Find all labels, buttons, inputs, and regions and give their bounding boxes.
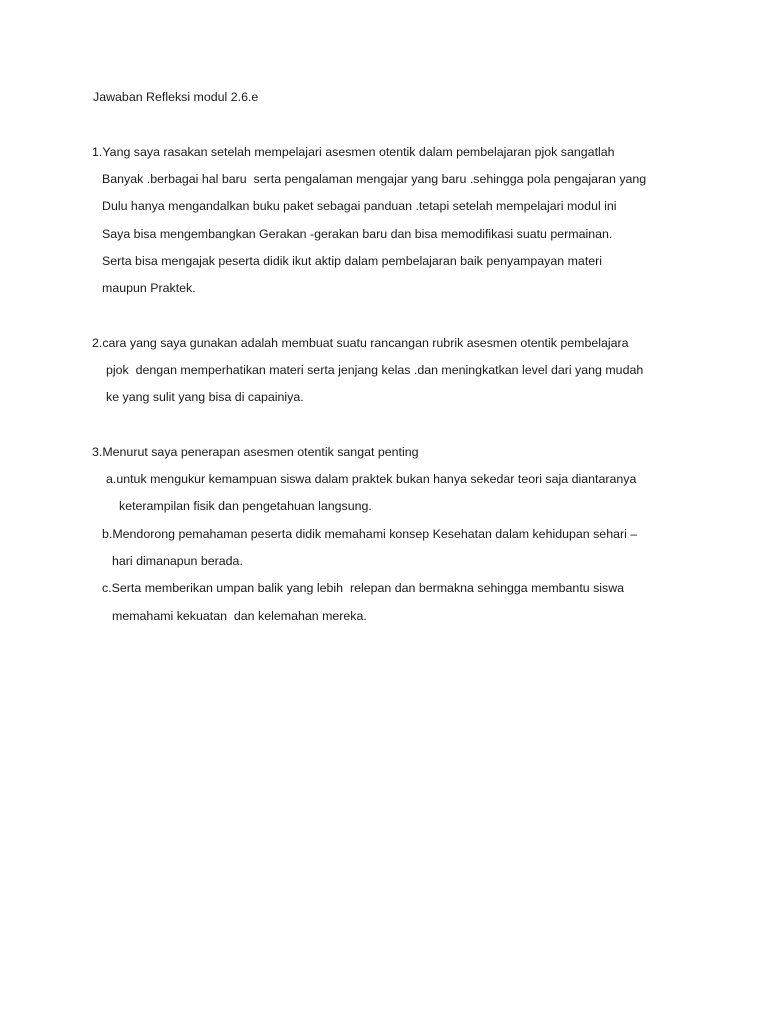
section-3-item-c-line-2: memahami kekuatan dan kelemahan mereka. [112, 609, 367, 623]
section-2-line-1: 2.cara yang saya gunakan adalah membuat suatu rancangan rubrik asesmen otentik pembelajara [92, 336, 629, 350]
section-1-line-5: Serta bisa mengajak peserta didik ikut aktip dalam pembelajaran baik penyampayan materi [102, 254, 603, 268]
section-1-line-6: maupun Praktek. [102, 281, 196, 295]
section-1-line-3: Dulu hanya mengandalkan buku paket sebagai panduan .tetapi setelah mempelajari modul ini [102, 199, 617, 213]
section-3-line-1: 3.Menurut saya penerapan asesmen otentik sangat penting [92, 445, 419, 459]
section-3-item-b-line-1: b.Mendorong pemahaman peserta didik memahami konsep Kesehatan dalam kehidupan sehari – [102, 527, 638, 541]
section-1-line-4: Saya bisa mengembangkan Gerakan -gerakan baru dan bisa memodifikasi suatu permainan. [102, 227, 613, 241]
section-1-line-1: 1.Yang saya rasakan setelah mempelajari asesmen otentik dalam pembelajaran pjok sangatlah [92, 145, 615, 159]
section-3-item-c-line-1: c.Serta memberikan umpan balik yang lebih relepan dan bermakna sehingga membantu siswa [102, 581, 625, 595]
section-1-line-2: Banyak .berbagai hal baru serta pengalaman mengajar yang baru .sehingga pola pengajaran yang [102, 172, 647, 186]
section-3-item-a-line-2: keterampilan fisik dan pengetahuan langsung. [119, 499, 372, 513]
section-3-item-b-line-2: hari dimanapun berada. [112, 554, 243, 568]
section-2-line-3: ke yang sulit yang bisa di capainiya. [106, 390, 304, 404]
section-3-item-a-line-1: a.untuk mengukur kemampuan siswa dalam praktek bukan hanya sekedar teori saja diantaranya [106, 472, 637, 486]
section-2-line-2: pjok dengan memperhatikan materi serta jenjang kelas .dan meningkatkan level dari yang mudah [106, 363, 644, 377]
document-title: Jawaban Refleksi modul 2.6.e [93, 90, 259, 104]
